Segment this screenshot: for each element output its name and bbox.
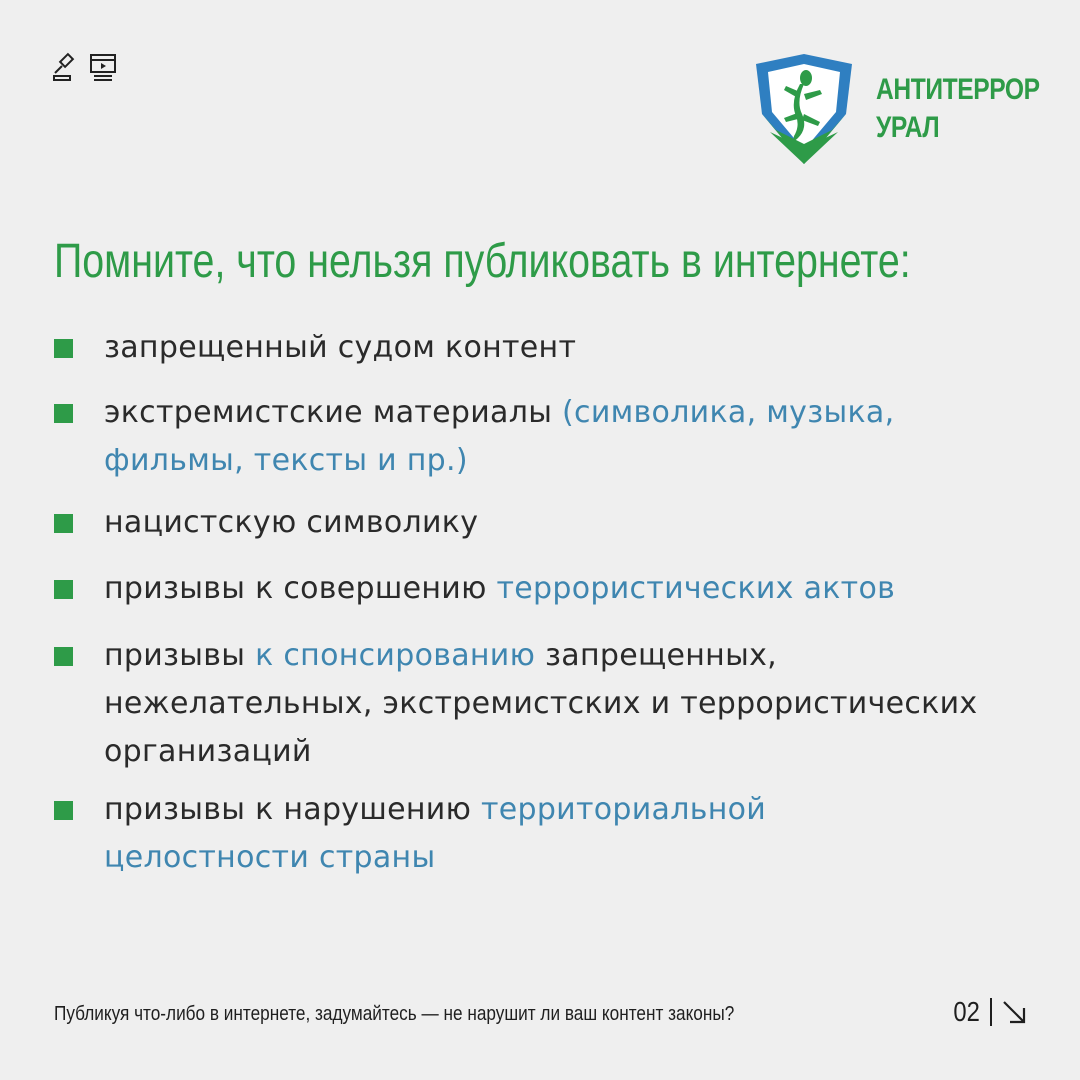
bullet-square-icon [54,647,73,666]
logo-line-1: АНТИТЕРРОР [876,73,1040,106]
shield-lizard-logo [748,52,860,166]
list-item-text: нацистскую символику [104,505,479,540]
brand-logo [748,52,1076,166]
page-number: 02 [953,996,980,1027]
list-item-text: экстремистские материалы (символика, музыка, фильмы, тексты и пр.) [104,395,895,478]
page-title: Помните, что нельзя публиковать в интернете: [54,235,911,288]
arrow-down-right-icon[interactable] [1000,998,1028,1026]
list-item-text: призывы к нарушению территориальной целостности страны [104,792,767,875]
list-item-text: призывы к спонсированию запрещенных, нежелательных, экстремистских и террористических организаций [104,638,978,769]
footer-note: Публикуя что-либо в интернете, задумайтесь — не нарушит ли ваш контент законы? [54,1003,735,1025]
list-item-text: призывы к совершению террористических актов [104,571,896,606]
bullet-square-icon [54,801,73,820]
list-item-text: запрещенный судом контент [104,330,577,365]
top-icons [52,52,118,82]
pager-divider [990,998,992,1026]
laptop-media-icon [88,52,118,82]
pager [951,996,1028,1028]
bullet-square-icon [54,514,73,533]
gavel-icon [52,52,82,82]
logo-line-2: УРАЛ [876,111,940,144]
bullet-square-icon [54,580,73,599]
bullet-square-icon [54,339,73,358]
bullet-square-icon [54,404,73,423]
